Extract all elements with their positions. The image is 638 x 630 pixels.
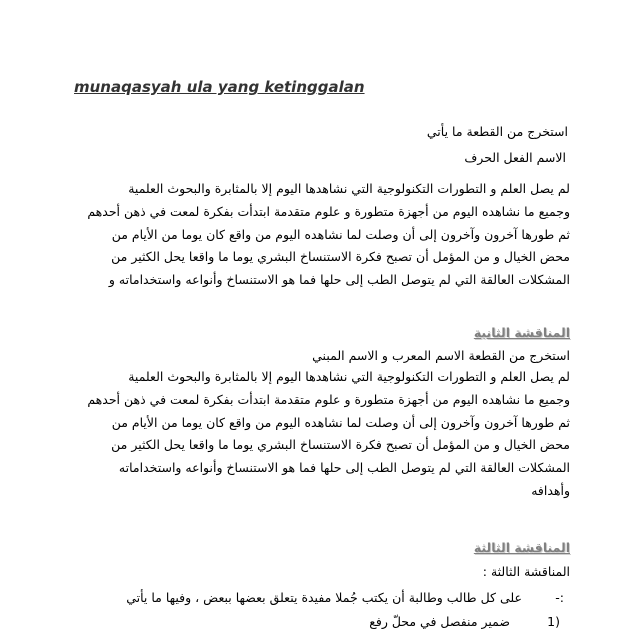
paragraph-line: محض الخيال و من المؤمل أن تصبح فكرة الاستنساخ البشري يوما ما واقعا يحل الكثير من bbox=[111, 437, 570, 453]
paragraph-line: ثم طورها آخرون وآخرون إلى أن وصلت لما نشاهده اليوم من واقع كان يوما من الأيام من bbox=[111, 226, 570, 242]
part2-heading: المناقشة الثانية bbox=[473, 325, 570, 340]
part3-subheading: المناقشة الثالثة : bbox=[482, 564, 570, 579]
part3-item1-number: (1 bbox=[547, 614, 560, 629]
part1-instruction: استخرج من القطعة ما يأتي bbox=[426, 124, 568, 139]
paragraph-line: لم يصل العلم و التطورات التكنولوجية التي نشاهدها اليوم إلا بالمثابرة والبحوث العلمية bbox=[128, 369, 570, 384]
part3-instruction: على كل طالب وطالبة أن يكتب جُملا مفيدة يتعلق بعضها ببعض ، وفيها ما يأتي bbox=[126, 590, 522, 605]
paragraph-line: وأهدافه bbox=[531, 482, 570, 498]
paragraph-line: ثم طورها آخرون وآخرون إلى أن وصلت لما نشاهده اليوم من واقع كان يوما من الأيام من bbox=[111, 414, 570, 430]
part2-instruction: استخرج من القطعة الاسم المعرب و الاسم المبني bbox=[312, 348, 570, 363]
paragraph-line: المشكلات العالقة التي لم يتوصل الطب إلى حلها فما هو الاستنساخ وأنواعه واستخداماته bbox=[118, 460, 570, 476]
document-title: munaqasyah ula yang ketinggalan bbox=[74, 78, 365, 96]
part3-item1: ضمير منفصل في محلّ رفع bbox=[369, 614, 510, 629]
paragraph-line: لم يصل العلم و التطورات التكنولوجية التي نشاهدها اليوم إلا بالمثابرة والبحوث العلمية bbox=[128, 181, 570, 196]
part1-paragraph bbox=[72, 178, 570, 292]
part1-items: الاسم الفعل الحرف bbox=[464, 150, 566, 165]
paragraph-line: المشكلات العالقة التي لم يتوصل الطب إلى حلها فما هو الاستنساخ وأنواعه واستخداماته و bbox=[108, 272, 570, 288]
paragraph-line: محض الخيال و من المؤمل أن تصبح فكرة الاستنساخ البشري يوما ما واقعا يحل الكثير من bbox=[111, 249, 570, 265]
paragraph-line: وجميع ما نشاهده اليوم من أجهزة متطورة و علوم متقدمة ابتدأت بفكرة لمعت في ذهن أحدهم bbox=[87, 203, 570, 219]
paragraph-line: وجميع ما نشاهده اليوم من أجهزة متطورة و علوم متقدمة ابتدأت بفكرة لمعت في ذهن أحدهم bbox=[87, 391, 570, 407]
part3-instruction-marker: :- bbox=[555, 590, 564, 605]
part3-heading: المناقشة الثالثة bbox=[473, 540, 570, 555]
part2-paragraph bbox=[72, 366, 570, 503]
